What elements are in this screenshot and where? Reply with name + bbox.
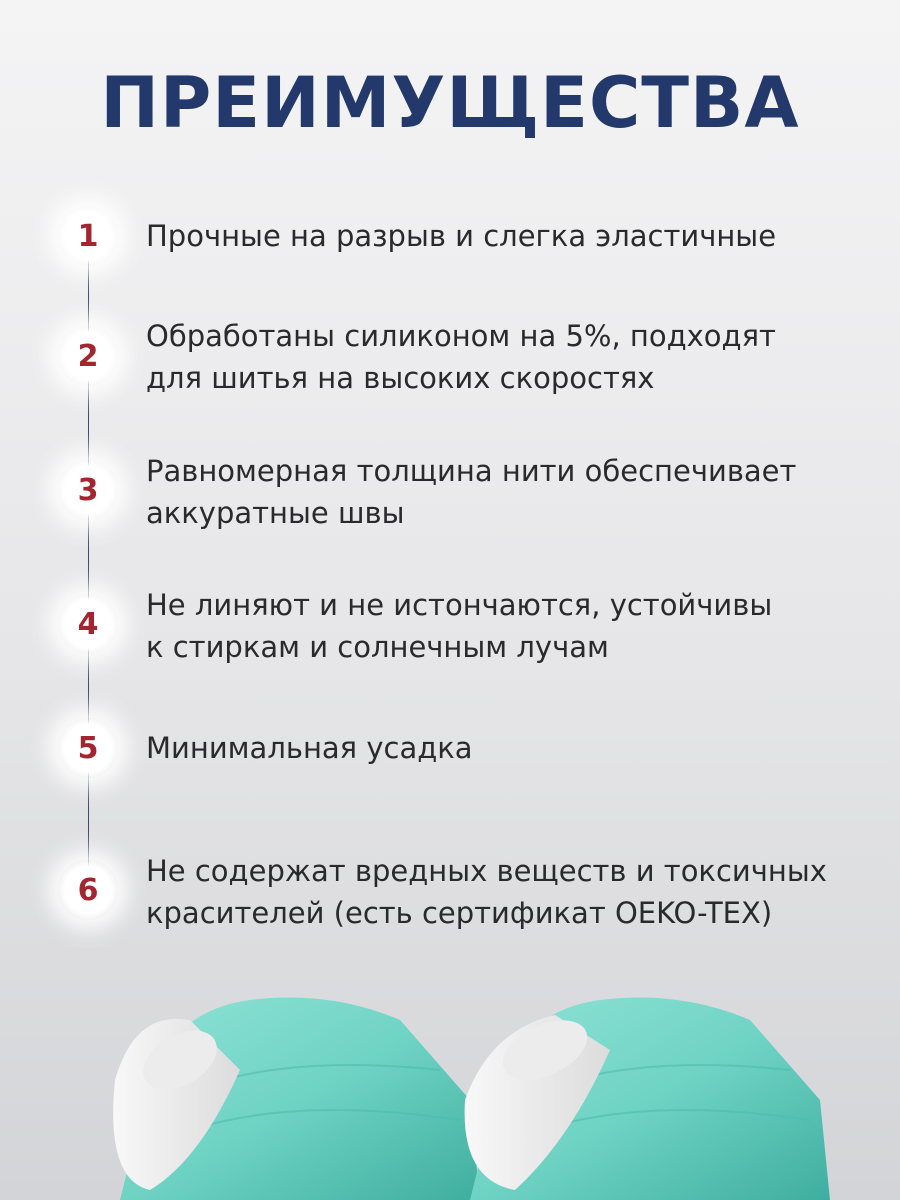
advantage-text-line: Обработаны силиконом на 5%, подходят bbox=[146, 319, 776, 353]
number-badge: 6 bbox=[58, 860, 118, 920]
advantage-text-line: Минимальная усадка bbox=[146, 731, 473, 765]
advantage-text bbox=[146, 727, 866, 769]
number-badge: 4 bbox=[58, 594, 118, 654]
advantage-text-line: Прочные на разрыв и слегка эластичные bbox=[146, 219, 777, 253]
advantage-text-line: к стиркам и солнечным лучам bbox=[146, 630, 609, 664]
advantage-text-line: красителей (есть сертификат OEKO-TEX) bbox=[146, 896, 773, 930]
thread-spools-image bbox=[0, 990, 900, 1200]
advantage-text-line: аккуратные швы bbox=[146, 496, 405, 530]
page-title: ПРЕИМУЩЕСТВА bbox=[100, 62, 800, 144]
number-badge: 3 bbox=[58, 460, 118, 520]
number-badge: 5 bbox=[58, 718, 118, 778]
advantage-text bbox=[146, 450, 866, 534]
advantage-text-line: Не линяют и не истончаются, устойчивы bbox=[146, 588, 773, 622]
advantage-text bbox=[146, 584, 866, 668]
advantage-text-line: Не содержат вредных веществ и токсичных bbox=[146, 854, 827, 888]
advantage-text-line: Равномерная толщина нити обеспечивает bbox=[146, 454, 797, 488]
number-badge: 1 bbox=[58, 206, 118, 266]
advantage-text-line: для шитья на высоких скоростях bbox=[146, 361, 655, 395]
advantage-text bbox=[146, 215, 866, 257]
left-thread-spool bbox=[113, 998, 480, 1200]
advantage-text bbox=[146, 850, 866, 934]
right-thread-spool bbox=[465, 998, 830, 1200]
number-badge: 2 bbox=[58, 326, 118, 386]
advantage-text bbox=[146, 315, 866, 399]
